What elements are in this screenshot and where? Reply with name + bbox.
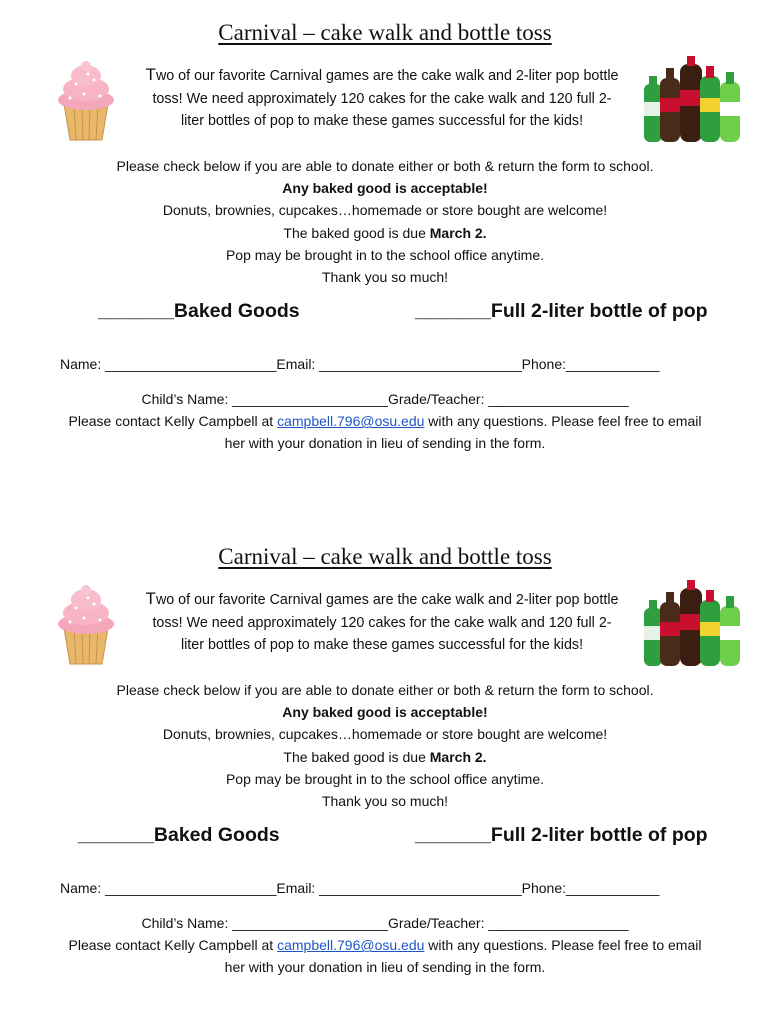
- any-baked-text: Any baked good is acceptable!: [282, 180, 488, 197]
- instructions-block: [0, 679, 770, 812]
- contact-block: [0, 912, 770, 979]
- examples-text: Donuts, brownies, cupcakes…homemade or store bought are welcome!: [162, 726, 608, 743]
- cupcake-icon: [56, 580, 116, 666]
- child-grade-fields[interactable]: Child’s Name: ____________________Grade/Teacher: __________________: [141, 915, 629, 931]
- soda-bottles-icon: [640, 54, 744, 146]
- form-title: Carnival – cake walk and bottle toss: [218, 20, 552, 45]
- due-prefix: The baked good is due: [283, 748, 430, 765]
- contact-suffix: with any questions. Please feel free to email: [424, 937, 702, 954]
- due-date-line: [0, 746, 770, 768]
- intro-first-letter: T: [145, 589, 156, 608]
- contact-email-link[interactable]: campbell.796@osu.edu: [277, 413, 425, 430]
- due-date-line: [0, 222, 770, 244]
- due-prefix: The baked good is due: [283, 224, 430, 241]
- intro-paragraph: [128, 588, 636, 657]
- contact-suffix: with any questions. Please feel free to email: [424, 413, 702, 430]
- due-date: March 2.: [429, 224, 487, 241]
- contact-prefix: Please contact Kelly Campbell at: [68, 937, 278, 954]
- contact-email-link[interactable]: campbell.796@osu.edu: [277, 937, 425, 954]
- intro-line-3: liter bottles of pop to make these games successful for the kids!: [180, 113, 584, 129]
- intro-line-1: wo of our favorite Carnival games are the cake walk and 2-liter pop bottle: [155, 68, 619, 84]
- baked-goods-checkbox-line[interactable]: _______Baked Goods: [98, 300, 300, 322]
- contact-line-2: her with your donation in lieu of sending in the form.: [224, 435, 546, 452]
- contact-line-1: [0, 934, 770, 956]
- intro-paragraph: [128, 64, 636, 133]
- intro-line-1: wo of our favorite Carnival games are the cake walk and 2-liter pop bottle: [155, 592, 619, 608]
- instructions-block: [0, 155, 770, 288]
- pop-note: Pop may be brought in to the school office anytime.: [225, 246, 545, 263]
- thanks-text: Thank you so much!: [321, 269, 449, 286]
- contact-line-2: her with your donation in lieu of sending in the form.: [224, 959, 546, 976]
- examples-text: Donuts, brownies, cupcakes…homemade or store bought are welcome!: [162, 202, 608, 219]
- name-email-phone-fields[interactable]: Name: ______________________Email: __________________________Phone:____________: [60, 356, 660, 372]
- intro-line-2: toss! We need approximately 120 cakes for the cake walk and 120 full 2-: [152, 90, 612, 107]
- form-title: Carnival – cake walk and bottle toss: [218, 544, 552, 569]
- any-baked-text: Any baked good is acceptable!: [282, 704, 488, 721]
- soda-bottles-icon: [640, 578, 744, 670]
- contact-prefix: Please contact Kelly Campbell at: [68, 413, 278, 430]
- contact-block: [0, 388, 770, 455]
- cupcake-icon: [56, 56, 116, 142]
- instruction-text: Please check below if you are able to donate either or both & return the form to school.: [116, 158, 654, 174]
- thanks-text: Thank you so much!: [321, 793, 449, 810]
- pop-note: Pop may be brought in to the school office anytime.: [225, 770, 545, 787]
- child-grade-fields[interactable]: Child’s Name: ____________________Grade/Teacher: __________________: [141, 391, 629, 407]
- contact-line-1: [0, 410, 770, 432]
- intro-first-letter: T: [145, 65, 156, 84]
- pop-bottle-checkbox-line[interactable]: _______Full 2-liter bottle of pop: [415, 300, 708, 322]
- pop-bottle-checkbox-line[interactable]: _______Full 2-liter bottle of pop: [415, 824, 708, 846]
- donation-form-2: [0, 538, 770, 978]
- due-date: March 2.: [429, 748, 487, 765]
- donation-form-1: [0, 14, 770, 454]
- name-email-phone-fields[interactable]: Name: ______________________Email: __________________________Phone:____________: [60, 880, 660, 896]
- intro-line-2: toss! We need approximately 120 cakes for the cake walk and 120 full 2-: [152, 614, 612, 631]
- intro-line-3: liter bottles of pop to make these games successful for the kids!: [180, 637, 584, 653]
- instruction-text: Please check below if you are able to donate either or both & return the form to school.: [116, 682, 654, 698]
- baked-goods-checkbox-line[interactable]: _______Baked Goods: [78, 824, 280, 846]
